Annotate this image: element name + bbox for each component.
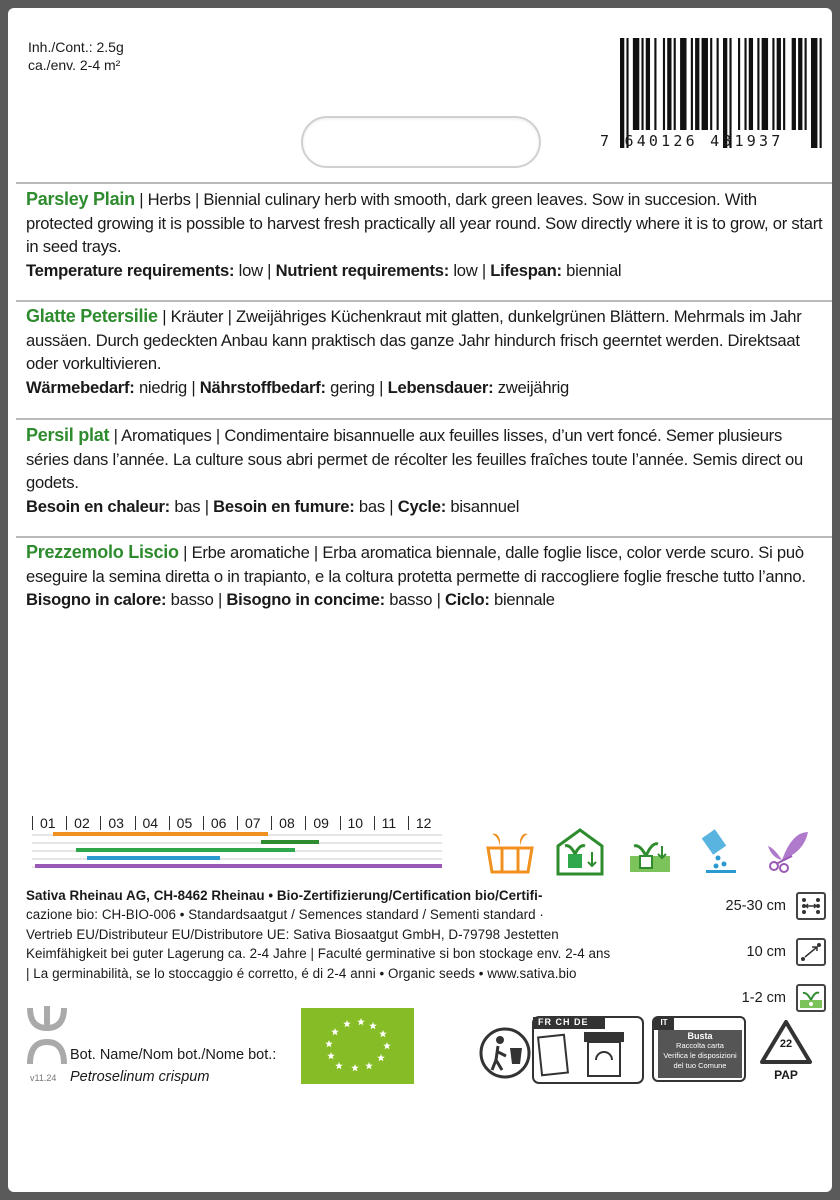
content-info [28,38,124,74]
month-separator [340,816,341,830]
barcode-bar [654,38,656,130]
company-line: Sativa Rheinau AG, CH-8462 Rheinau • Bio-Zertifizierung/Certification bio/Certifi- [26,888,543,903]
month-separator [203,816,204,830]
it-tag: IT [654,1018,674,1030]
req-value: biennial [561,260,622,280]
seed-packet-back [8,8,832,1192]
section-italian [26,541,826,612]
req-value: bas | [354,496,398,516]
it-title: Busta [687,1031,713,1041]
company-line: | La germinabilità, se lo stoccaggio é corretto, é di 2-4 anni • Organic seeds • www.sativa.bio [26,965,577,981]
greenhouse-icon [554,826,606,876]
calendar-bar [87,856,220,860]
company-info [26,886,664,983]
req-label: Ciclo: [445,590,490,609]
version-label: v11.24 [30,1073,57,1083]
barcode-bar [762,38,768,130]
country-tag: DE [574,1017,589,1027]
barcode-bar [777,38,781,130]
section-german [26,305,826,399]
sowing-depth [706,984,832,1012]
barcode-bar [772,38,774,130]
calendar-month: 03 [108,815,124,831]
barcode-bar [811,38,817,148]
req-label: Nährstoffbedarf: [199,377,326,397]
barcode-bar [680,38,686,130]
month-separator [169,816,170,830]
it-line: del tuo Comune [673,1061,727,1070]
req-label: Temperature requirements: [26,260,235,280]
content-amount: Inh./Cont.: 2.5g [28,39,124,55]
country-tag: FR [538,1017,552,1027]
it-info [658,1030,742,1078]
sowing-depth-value: 1-2 cm [741,990,786,1006]
barcode-bar [783,38,785,130]
sativa-logo [26,1002,68,1074]
month-separator [408,816,409,830]
month-separator [305,816,306,830]
watering-icon [694,826,746,876]
section-french [26,424,826,518]
barcode-bar [749,38,753,130]
pap-number: 22 [779,1038,793,1050]
req-label: Lifespan: [490,260,562,280]
row-spacing-icon [796,892,826,920]
barcode-bar [641,38,643,130]
req-label: Nutrient requirements: [275,260,449,280]
req-label: Wärmebedarf: [26,377,135,397]
plant-distance-value: 10 cm [746,944,786,960]
req-value: niedrig | [134,377,200,397]
divider [16,536,832,538]
calendar-gridline [32,842,442,844]
pap-label: PAP [774,1068,798,1082]
content-area: ca./env. 2-4 m² [28,57,121,73]
harvest-icon [762,826,814,876]
req-value: bas | [169,496,214,516]
month-separator [32,816,33,830]
calendar-bar [53,832,268,836]
month-separator [100,816,101,830]
req-label: Cycle: [397,496,447,516]
row-spacing-value: 25-30 cm [725,898,786,914]
italy-recycling-box [652,1016,746,1082]
barcode-bar [702,38,708,130]
barcode-number: 7 640126 481937 [600,132,784,150]
divider [16,418,832,420]
barcode-bar [757,38,759,130]
company-line: Vertrieb EU/Distributeur EU/Distributore UE: Sativa Biosaatgut GmbH, D-79798 Jestetten [26,926,559,942]
month-separator [374,816,375,830]
req-value: basso | [384,590,446,609]
calendar-bar [76,848,295,852]
botanical-label: Bot. Name/Nom bot./Nome bot.: [70,1047,277,1063]
eu-organic-logo [301,1008,414,1084]
sowing-calendar [32,814,442,876]
botanical-latin-name: Petroselinum crispum [70,1069,210,1085]
calendar-month: 09 [313,815,329,831]
variety-name: Prezzemolo Liscio [26,542,179,562]
it-line: Verifica le disposizioni [663,1051,737,1060]
tidyman-recycling-icon [478,1026,532,1080]
variety-description: | Herbs | Biennial culinary herb with smooth, dark green leaves. Sow in succesion. With protected growing it is possible to harvest fresh practically all year round. Sow directly where it is to grow, or start in seed trays. [26,190,823,256]
barcode-bar [667,38,671,130]
sowing-icon [624,826,676,876]
hang-hole [301,116,541,168]
calendar-month: 06 [210,815,227,831]
barcode-bar [663,38,665,130]
divider [16,300,832,302]
variety-description: | Aromatiques | Condimentaire bisannuelle aux feuilles lisses, d’un vert foncé. Semer plusieurs séries dans l’année. La culture sous abri permet de récolter les feuilles fraîches toute l’année. Semis direct ou godets. [26,426,803,492]
req-value: basso | [166,590,227,609]
row-spacing [706,892,832,920]
req-value: zweijährig [493,377,570,397]
calendar-bar [35,864,442,868]
barcode-bar [695,38,699,130]
req-label: Besoin en fumure: [213,496,355,516]
req-label: Bisogno in concime: [226,590,385,609]
barcode-bar [646,38,650,130]
req-value: biennale [489,590,555,609]
sowing-depth-icon [796,984,826,1012]
barcode-bar [738,38,740,130]
req-value: gering | [325,377,388,397]
it-line: Raccolta carta [676,1041,724,1050]
calendar-month: 10 [347,815,364,831]
calendar-month: 08 [279,815,295,831]
divider [16,182,832,184]
calendar-month: 12 [415,815,432,831]
variety-name: Persil plat [26,425,110,445]
variety-description: | Erbe aromatiche | Erba aromatica biennale, dalle foglie lisce, color verde scuro. Si può eseguire la semina diretta o in trapianto, e la coltura protetta permette di raccogliere foglie fresche tutto l’anno. [26,543,806,586]
company-line: Keimfähigkeit bei guter Lagerung ca. 2-4 Jahre | Faculté germinative si bon stockage env. 2-4 ans [26,946,611,962]
variety-name: Glatte Petersilie [26,306,158,326]
botanical-name [70,1044,276,1088]
month-separator [237,816,238,830]
section-english [26,188,826,282]
month-separator [135,816,136,830]
barcode-bar [710,38,712,130]
company-line: cazione bio: CH-BIO-006 • Standardsaatgut / Semences standard / Sementi standard · [26,907,544,923]
req-label: Bisogno in calore: [26,590,167,609]
calendar-bar [261,840,319,844]
barcode-bar [805,38,807,130]
plant-distance-icon [796,938,826,966]
barcode-bar [820,38,822,148]
calendar-month: 04 [142,815,159,831]
barcode-bar [744,38,746,130]
calendar-month: 07 [245,815,261,831]
calendar-month: 05 [176,815,193,831]
month-separator [66,816,67,830]
barcode-bar [798,38,802,130]
calendar-month: 11 [381,815,397,831]
barcode-bar [691,38,693,130]
month-separator [271,816,272,830]
barcode-bar [674,38,676,130]
barcode-bar [792,38,796,130]
req-label: Besoin en chaleur: [26,496,170,516]
seed-tray-icon [484,826,536,876]
plant-distance [706,938,832,966]
calendar-month: 02 [74,815,90,831]
country-tags [538,1017,589,1027]
req-value: bisannuel [446,496,520,516]
variety-name: Parsley Plain [26,189,135,209]
req-label: Lebensdauer: [387,377,494,397]
variety-description: | Kräuter | Zweijähriges Küchenkraut mit glatten, dunkelgrünen Blättern. Mehrmals im Jahr aussäen. Durch gedeckten Anbau kann praktisch das ganze Jahr hindurch frisch geerntet werden. Direktsaat oder vorkultivieren. [26,307,802,373]
barcode-bar [633,38,639,130]
req-value: low | [234,260,276,280]
calendar-month: 01 [40,815,56,831]
barcode-bar [717,38,719,130]
country-tag: CH [555,1017,571,1027]
req-value: low | [448,260,491,280]
